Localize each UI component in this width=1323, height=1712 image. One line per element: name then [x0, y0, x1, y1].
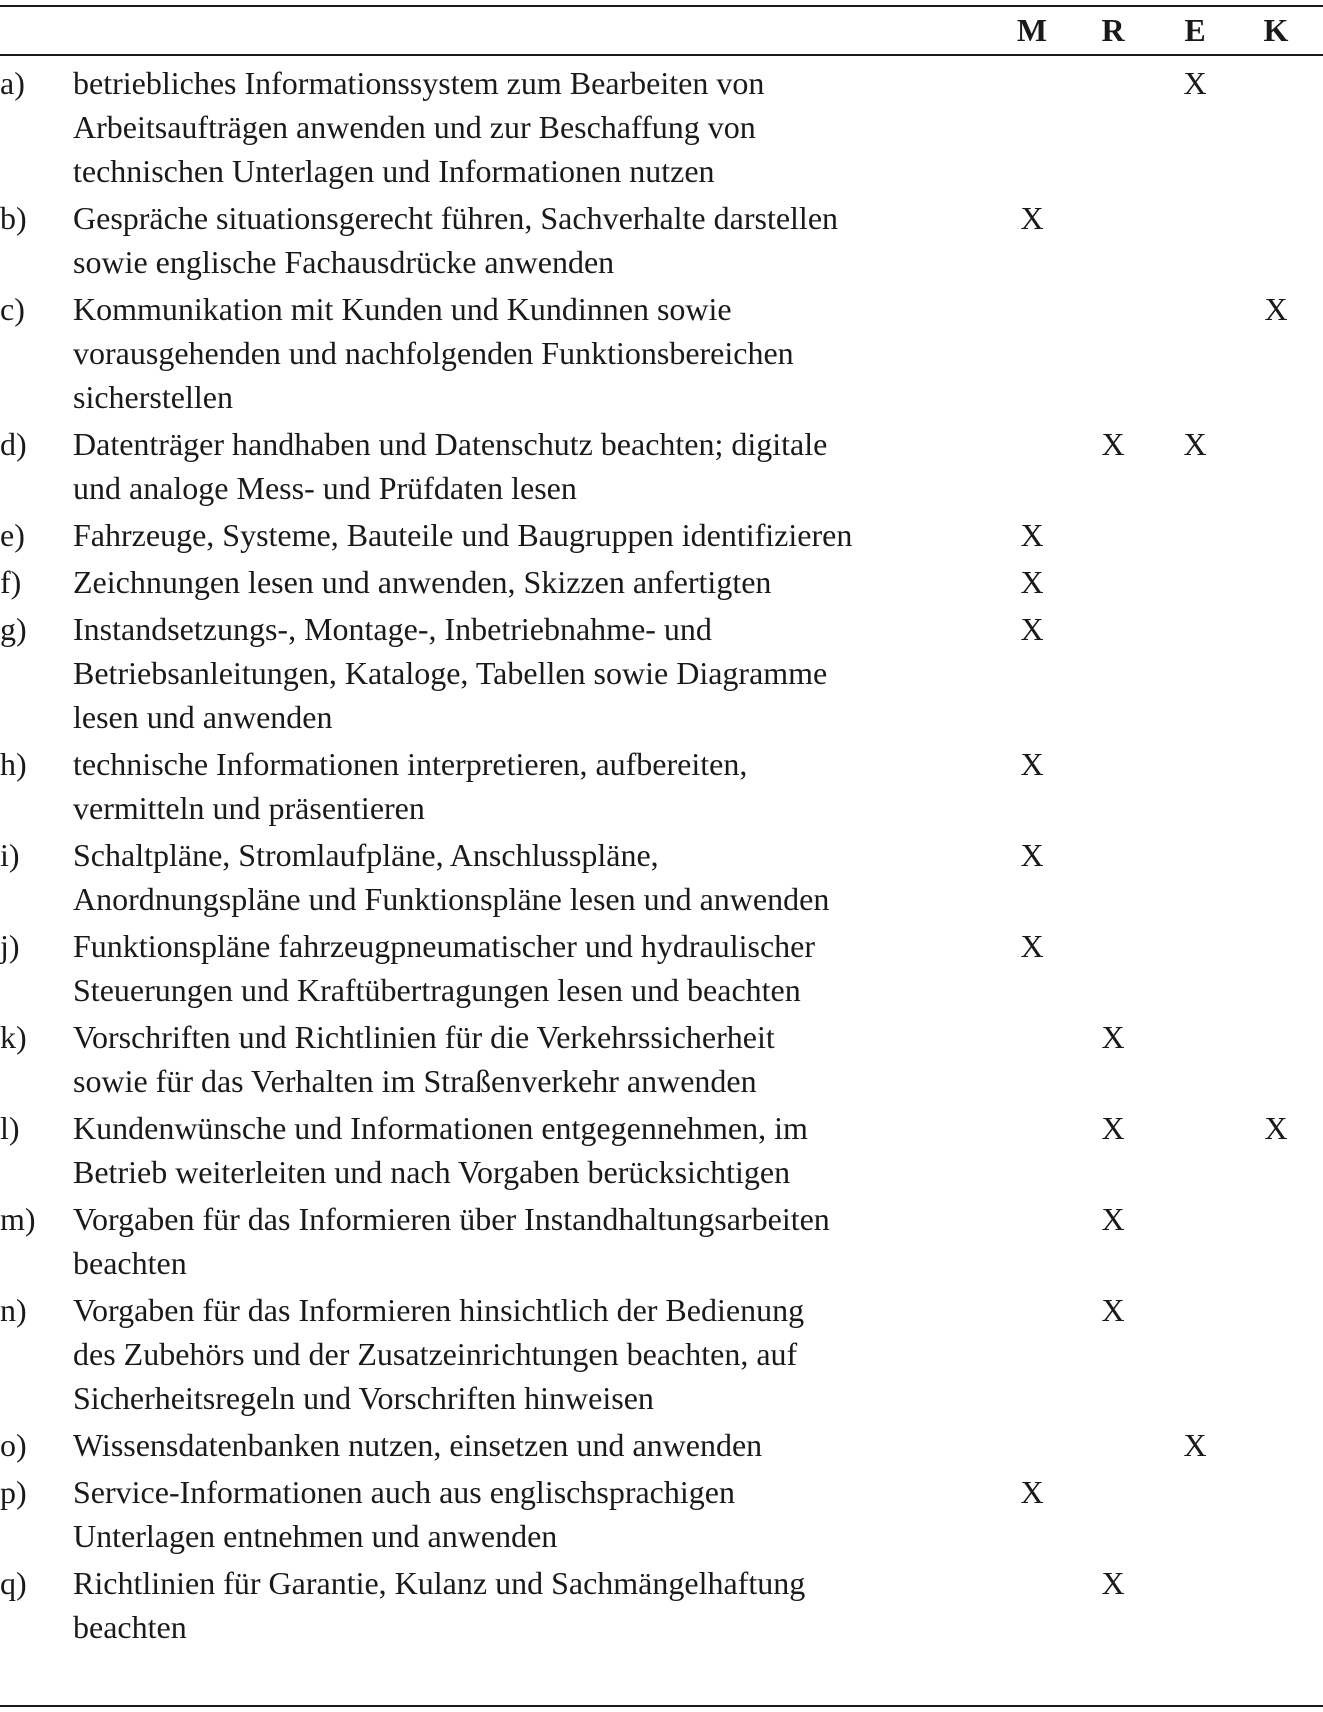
row-text — [73, 924, 973, 1012]
row-letter: q) — [0, 1565, 27, 1601]
table-row — [0, 607, 1323, 739]
mark-r: X — [1101, 1201, 1125, 1237]
column-header-e: E — [1184, 12, 1206, 48]
row-text — [73, 1561, 973, 1649]
row-text-line: Wissensdatenbanken nutzen, einsetzen und anwenden — [73, 1427, 763, 1463]
row-text — [73, 513, 973, 557]
row-letter: g) — [0, 611, 27, 647]
table-row — [0, 833, 1323, 921]
table-row — [0, 1197, 1323, 1285]
mark-r: X — [1101, 1019, 1125, 1055]
row-text-line: beachten — [73, 1245, 187, 1281]
row-text-line: Zeichnungen lesen und anwenden, Skizzen anfertigten — [73, 564, 772, 600]
row-text-line: technische Informationen interpretieren, aufbereiten, — [73, 746, 748, 782]
table-row — [0, 924, 1323, 1012]
table-row — [0, 422, 1323, 510]
mark-k: X — [1264, 1110, 1288, 1146]
row-text-line: Fahrzeuge, Systeme, Bauteile und Baugruppen identifizieren — [73, 517, 853, 553]
table-row — [0, 1015, 1323, 1103]
mark-r: X — [1101, 1565, 1125, 1601]
row-text — [73, 1288, 973, 1420]
row-text-line: Vorschriften und Richtlinien für die Verkehrssicherheit — [73, 1019, 775, 1055]
row-text-line: und analoge Mess- und Prüfdaten lesen — [73, 470, 577, 506]
table-row — [0, 1423, 1323, 1467]
table-row — [0, 560, 1323, 604]
table-row — [0, 1470, 1323, 1558]
mark-r: X — [1101, 1110, 1125, 1146]
row-text — [73, 61, 973, 193]
row-text-line: Datenträger handhaben und Datenschutz beachten; digitale — [73, 426, 828, 462]
row-text — [73, 1423, 973, 1467]
row-text — [73, 196, 973, 284]
table-row — [0, 1288, 1323, 1420]
row-text-line: Betriebsanleitungen, Kataloge, Tabellen sowie Diagramme — [73, 655, 828, 691]
row-letter: k) — [0, 1019, 27, 1055]
row-text-line: Kundenwünsche und Informationen entgegennehmen, im — [73, 1110, 808, 1146]
row-text-line: Steuerungen und Kraftübertragungen lesen und beachten — [73, 972, 801, 1008]
row-text-line: vermitteln und präsentieren — [73, 790, 425, 826]
column-header-m: M — [1016, 12, 1048, 48]
row-text-line: beachten — [73, 1609, 187, 1645]
row-letter: i) — [0, 837, 20, 873]
table-row — [0, 1561, 1323, 1649]
table-row — [0, 513, 1323, 557]
mark-m: X — [1020, 200, 1044, 236]
row-text — [73, 833, 973, 921]
row-letter: j) — [0, 928, 20, 964]
row-letter: b) — [0, 200, 27, 236]
row-text — [73, 1197, 973, 1285]
table-row — [0, 742, 1323, 830]
row-text-line: Vorgaben für das Informieren über Instandhaltungsarbeiten — [73, 1201, 830, 1237]
mark-m: X — [1020, 611, 1044, 647]
row-text-line: Arbeitsaufträgen anwenden und zur Beschaffung von — [73, 109, 756, 145]
mark-e: X — [1183, 65, 1207, 101]
mark-m: X — [1020, 837, 1044, 873]
row-letter: m) — [0, 1201, 36, 1237]
table-row — [0, 287, 1323, 419]
mark-m: X — [1020, 1474, 1044, 1510]
row-text-line: des Zubehörs und der Zusatzeinrichtungen beachten, auf — [73, 1336, 798, 1372]
table-bottom-rule — [0, 1705, 1323, 1707]
row-letter: f) — [0, 564, 22, 600]
row-letter: n) — [0, 1292, 27, 1328]
mark-m: X — [1020, 517, 1044, 553]
row-text — [73, 742, 973, 830]
row-text — [73, 422, 973, 510]
row-text-line: sowie englische Fachausdrücke anwenden — [73, 244, 615, 280]
row-text-line: vorausgehenden und nachfolgenden Funktionsbereichen — [73, 335, 794, 371]
row-text — [73, 287, 973, 419]
row-text-line: Sicherheitsregeln und Vorschriften hinweisen — [73, 1380, 654, 1416]
row-text — [73, 1015, 973, 1103]
row-text-line: Service-Informationen auch aus englischsprachigen — [73, 1474, 735, 1510]
row-letter: c) — [0, 291, 25, 327]
row-text-line: Richtlinien für Garantie, Kulanz und Sachmängelhaftung — [73, 1565, 806, 1601]
row-text-line: Instandsetzungs-, Montage-, Inbetriebnahme- und — [73, 611, 712, 647]
mark-r: X — [1101, 426, 1125, 462]
row-text-line: Unterlagen entnehmen und anwenden — [73, 1518, 558, 1554]
row-letter: d) — [0, 426, 27, 462]
mark-e: X — [1183, 426, 1207, 462]
row-text-line: Anordnungspläne und Funktionspläne lesen und anwenden — [73, 881, 830, 917]
row-text-line: Kommunikation mit Kunden und Kundinnen sowie — [73, 291, 732, 327]
row-letter: l) — [0, 1110, 20, 1146]
table-row — [0, 196, 1323, 284]
table-row — [0, 61, 1323, 193]
row-text-line: Gespräche situationsgerecht führen, Sachverhalte darstellen — [73, 200, 839, 236]
mark-r: X — [1101, 1292, 1125, 1328]
column-header-k: K — [1263, 12, 1289, 48]
row-text — [73, 607, 973, 739]
mark-e: X — [1183, 1427, 1207, 1463]
row-text-line: lesen und anwenden — [73, 699, 333, 735]
mark-m: X — [1020, 746, 1044, 782]
table-top-rule — [0, 5, 1323, 7]
mark-k: X — [1264, 291, 1288, 327]
row-text — [73, 1106, 973, 1194]
row-text-line: Betrieb weiterleiten und nach Vorgaben berücksichtigen — [73, 1154, 791, 1190]
row-letter: h) — [0, 746, 27, 782]
row-letter: e) — [0, 517, 25, 553]
row-text-line: Vorgaben für das Informieren hinsichtlich der Bedienung — [73, 1292, 805, 1328]
row-text-line: sicherstellen — [73, 379, 233, 415]
row-text — [73, 560, 973, 604]
row-text-line: betriebliches Informationssystem zum Bearbeiten von — [73, 65, 765, 101]
row-text-line: sowie für das Verhalten im Straßenverkehr anwenden — [73, 1063, 757, 1099]
row-text-line: Funktionspläne fahrzeugpneumatischer und hydraulischer — [73, 928, 815, 964]
row-letter: o) — [0, 1427, 27, 1463]
column-header-r: R — [1101, 12, 1125, 48]
row-letter: p) — [0, 1474, 27, 1510]
table-header-rule — [0, 54, 1323, 56]
row-text — [73, 1470, 973, 1558]
row-text-line: Schaltpläne, Stromlaufpläne, Anschlusspläne, — [73, 837, 659, 873]
mark-m: X — [1020, 928, 1044, 964]
row-text-line: technischen Unterlagen und Informationen nutzen — [73, 153, 715, 189]
mark-m: X — [1020, 564, 1044, 600]
table-row — [0, 1106, 1323, 1194]
row-letter: a) — [0, 65, 25, 101]
